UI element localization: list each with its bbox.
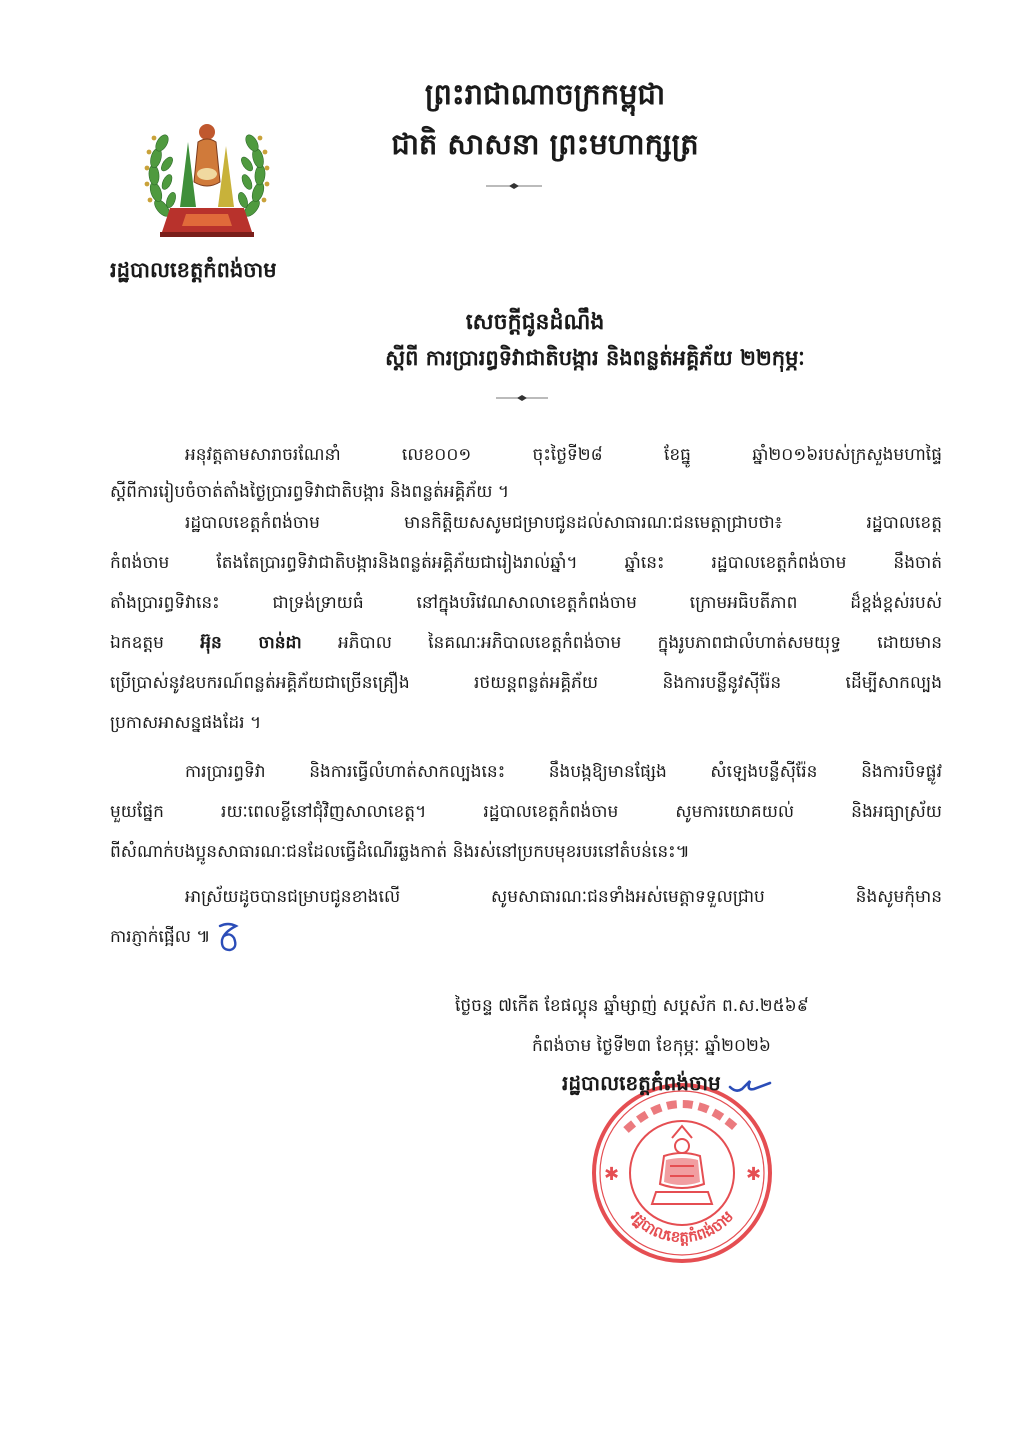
body-paragraph-1: [110, 437, 942, 511]
handwritten-initial-icon: [216, 920, 242, 954]
solar-date: កំពង់ចាម ថ្ងៃទី២៣ ខែកុម្ភៈ ឆ្នាំ២០២៦: [532, 1036, 771, 1056]
paragraph-line: រដ្ឋបាលខេត្តកំពង់ចាម មានកិត្តិយសសូមជម្រាបជូនដល់សាធារណៈជនមេត្តាជ្រាបថា៖ រដ្ឋបាលខេត្ត: [185, 513, 942, 533]
seal-star-right: ✱: [746, 1164, 762, 1185]
paragraph-line: មួយផ្នែក រយៈពេលខ្លីនៅជុំវិញសាលាខេត្ត។ រដ្ឋបាលខេត្តកំពង់ចាម សូមការយោគយល់ និងអធ្យាស្រ័យ: [110, 802, 942, 822]
signing-office: [562, 1065, 862, 1101]
paragraph-line: ប្រើប្រាស់នូវឧបករណ៍ពន្លត់អគ្គិភ័យជាច្រើនគ្រឿង រថយន្តពន្លត់អគ្គិភ័យ និងការបន្លឺនូវស៊ីរ៉ែន ដើម្បីសាកល្បង: [110, 673, 942, 693]
paragraph-line: ប្រកាសអាសន្នផងដែរ ។: [110, 713, 262, 733]
notice-title: សេចក្តីជូនដំណឹង: [465, 309, 605, 335]
notice-subtitle: ស្តីពី ការប្រារព្ធទិវាជាតិបង្ការ និងពន្លត់អគ្គិភ័យ ២២កុម្ភៈ: [385, 345, 805, 370]
governor-name: អ៊ុន ចាន់ដា: [200, 633, 302, 653]
title-honorific: ឯកឧត្តម: [110, 633, 201, 653]
paragraph-line: ស្តីពីការរៀបចំចាត់តាំងថ្ងៃប្រារព្ធទិវាជាតិបង្ការ និងពន្លត់អគ្គិភ័យ ។: [110, 482, 510, 502]
signing-office-label: រដ្ឋបាលខេត្តកំពង់ចាម: [562, 1071, 721, 1095]
paragraph-line: កំពង់ចាម តែងតែប្រារព្ធទិវាជាតិបង្ការនិងពន្លត់អគ្គិភ័យជារៀងរាល់ឆ្នាំ។ ឆ្នាំនេះ រដ្ឋបាលខេត្តកំពង់ចាម នឹងចាត់: [110, 553, 942, 573]
royal-government-emblem-icon: [140, 112, 274, 240]
national-motto: ជាតិ សាសនា ព្រះមហាក្សត្រ: [391, 127, 699, 161]
header-divider-ornament: [486, 181, 542, 191]
governor-role: អភិបាល នៃគណៈអភិបាលខេត្តកំពង់ចាម ក្នុងរូបភាពជាលំហាត់សមយុទ្ធ ដោយមាន: [301, 633, 942, 653]
title-divider-ornament: [496, 393, 548, 403]
paragraph-line: តាំងប្រារព្ធទិវានេះ ជាទ្រង់ទ្រាយធំ នៅក្នុងបរិវេណសាលាខេត្តកំពង់ចាម ក្រោមអធិបតីភាព ដ៏ខ្ពង់ខ្ពស់របស់: [110, 593, 942, 613]
paragraph-line: ការប្រារព្ធទិវា និងការធ្វើលំហាត់សាកល្បងនេះ នឹងបង្កឱ្យមានផ្សែង សំឡេងបន្លឺស៊ីរ៉ែន និងការបិទផ្លូវ: [185, 762, 942, 782]
body-paragraph-2: [110, 503, 942, 743]
paragraph-line: [110, 917, 942, 957]
lunar-date: ថ្ងៃចន្ទ ៧កើត ខែផល្គុន ឆ្នាំម្សាញ់ សប្តស័ក ព.ស.២៥៦៩: [455, 996, 809, 1016]
svg-text:រដ្ឋបាលខេត្តកំពង់ចាម: [627, 1207, 737, 1246]
issuing-office: រដ្ឋបាលខេត្តកំពង់ចាម: [110, 257, 277, 282]
paragraph-line: [110, 623, 942, 663]
closing-text: ការភ្ញាក់ផ្អើល ៕: [110, 927, 211, 947]
signature-stroke-icon: [728, 1073, 772, 1097]
body-paragraph-4: [110, 877, 942, 957]
paragraph-line: អាស្រ័យដូចបានជម្រាបជូនខាងលើ សូមសាធារណៈជនទាំងអស់មេត្តាទទួលជ្រាប និងសូមកុំមាន: [185, 887, 942, 907]
paragraph-line: ពីសំណាក់បងប្អូនសាធារណៈជនដែលធ្វើដំណើរឆ្លងកាត់ និងរស់នៅប្រកបមុខរបរនៅតំបន់នេះ៕: [110, 842, 690, 862]
kingdom-heading: ព្រះរាជាណាចក្រកម្ពុជា: [424, 77, 666, 111]
seal-star-left: ✱: [604, 1164, 620, 1185]
paragraph-line: អនុវត្តតាមសារាចរណែនាំ លេខ០០១ ចុះថ្ងៃទី២៨ ខែធ្នូ ឆ្នាំ២០១៦របស់ក្រសួងមហាផ្ទៃ: [185, 445, 942, 465]
body-paragraph-3: [110, 752, 942, 872]
seal-bottom-text: រដ្ឋបាលខេត្តកំពង់ចាម: [627, 1207, 737, 1247]
official-red-seal-icon: [586, 1080, 778, 1266]
